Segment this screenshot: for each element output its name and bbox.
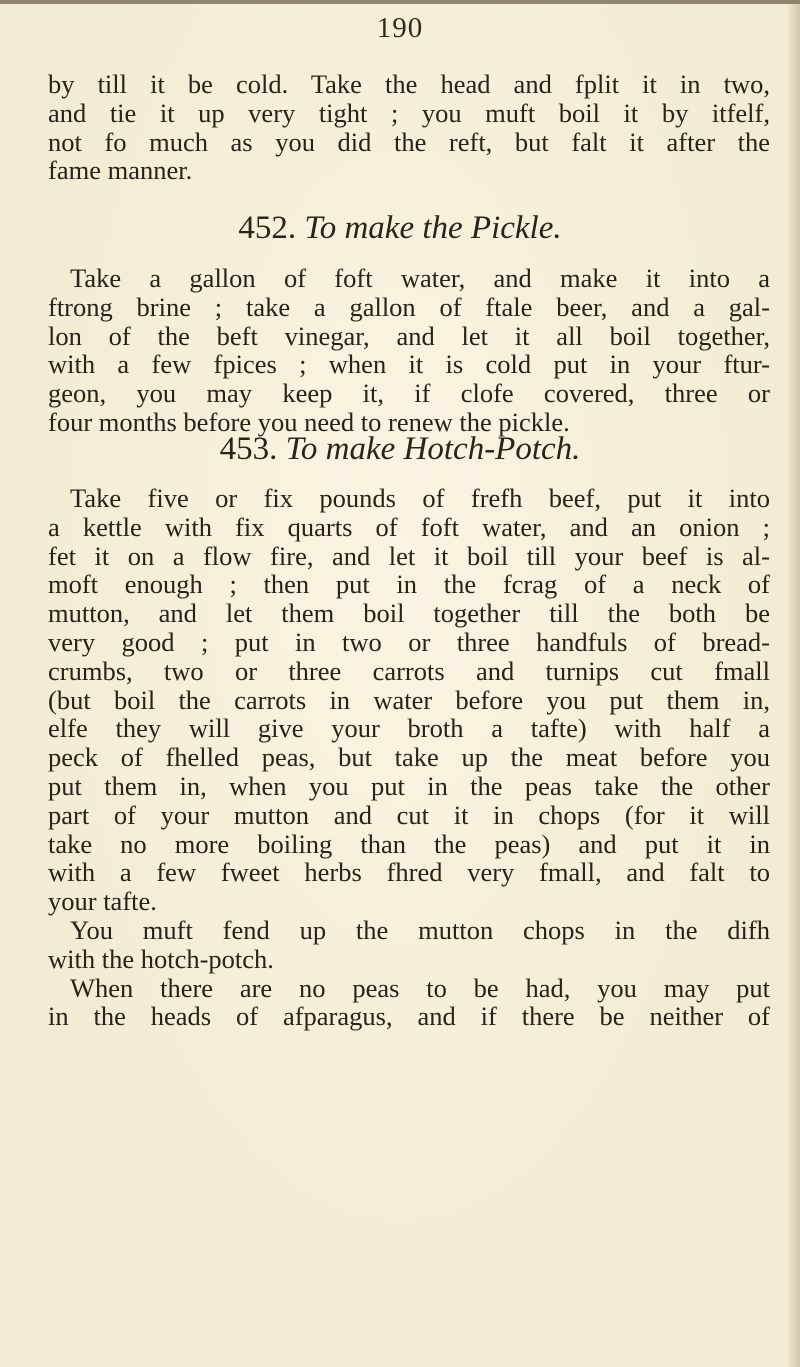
recipe-heading-452	[0, 210, 800, 247]
recipe-title: To make the Pickle.	[304, 210, 562, 246]
text-line: peck of fhelled peas, but take up the meat before you	[48, 742, 770, 773]
text-line: fet it on a flow fire, and let it boil till your beef is al-	[48, 540, 770, 571]
recipe-number: 453.	[219, 431, 278, 467]
text-line: When there are no peas to be had, you may put	[70, 972, 770, 1003]
text-line: four months before you need to renew the pickle.	[48, 406, 570, 437]
text-line: (but boil the carrots in water before you put them in,	[48, 684, 770, 715]
text-line: crumbs, two or three carrots and turnips cut fmall	[48, 655, 770, 686]
recipe-body-453	[48, 484, 770, 1031]
text-line: Take five or fix pounds of frefh beef, put it into	[70, 483, 770, 513]
text-line: a kettle with fix quarts of foft water, and an onion ;	[48, 511, 770, 542]
text-line: and tie it up very tight ; you muft boil it by itfelf,	[48, 97, 770, 128]
recipe-number: 452.	[238, 210, 297, 246]
recipe-title: To make Hotch-Potch.	[285, 431, 581, 467]
text-line: elfe they will give your broth a tafte) with half a	[48, 713, 770, 744]
text-line: moft enough ; then put in the fcrag of a neck of	[48, 569, 770, 600]
text-line: take no more boiling than the peas) and put it in	[48, 828, 770, 859]
text-line: Take a gallon of foft water, and make it into a	[70, 263, 770, 293]
text-line: by till it be cold. Take the head and fplit it in two,	[48, 69, 770, 99]
continued-paragraph	[48, 70, 770, 185]
page-number: 190	[376, 12, 424, 44]
text-line: your tafte.	[48, 886, 157, 917]
text-line: with the hotch-potch.	[48, 943, 274, 974]
page-top-edge	[0, 0, 800, 4]
text-line: put them in, when you put in the peas take the other	[48, 770, 770, 801]
recipe-body-452	[48, 264, 770, 437]
text-line: not fo much as you did the reft, but falt it after the	[48, 126, 770, 157]
text-line: in the heads of afparagus, and if there be neither of	[48, 1001, 770, 1032]
text-line: with a few fpices ; when it is cold put in your ftur-	[48, 349, 770, 380]
text-line: You muft fend up the mutton chops in the difh	[70, 914, 770, 945]
text-line: very good ; put in two or three handfuls of bread-	[48, 626, 770, 657]
text-line: mutton, and let them boil together till the both be	[48, 598, 770, 629]
text-line: part of your mutton and cut it in chops (for it will	[48, 799, 770, 830]
text-line: fame manner.	[48, 155, 193, 186]
text-line: geon, you may keep it, if clofe covered, three or	[48, 378, 770, 409]
text-line: lon of the beft vinegar, and let it all boil together,	[48, 320, 770, 351]
text-line: ftrong brine ; take a gallon of ftale beer, and a gal-	[48, 291, 770, 322]
page-right-edge-shadow	[786, 0, 800, 1367]
recipe-heading-453	[0, 431, 800, 468]
text-line: with a few fweet herbs fhred very fmall, and falt to	[48, 857, 770, 888]
